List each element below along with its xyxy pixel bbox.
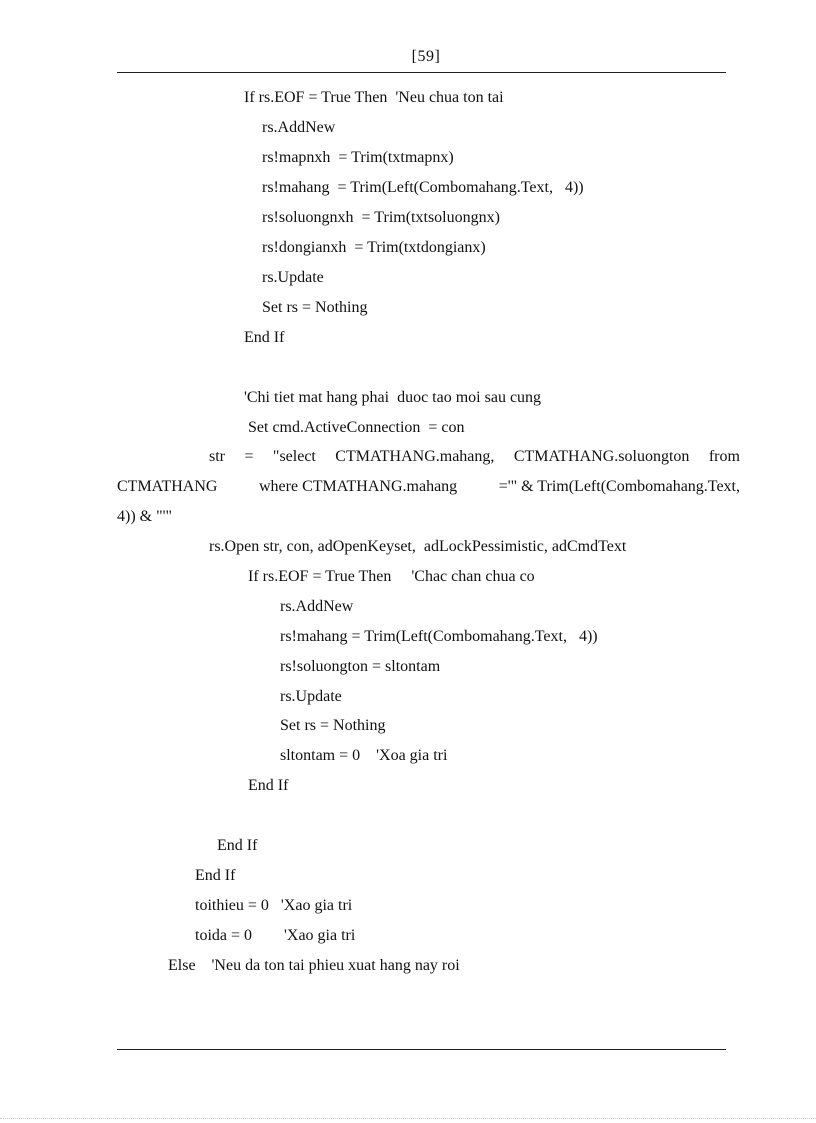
code-line: Set cmd.ActiveConnection = con (248, 419, 465, 436)
code-line: rs.Update (262, 269, 324, 286)
code-line: Set rs = Nothing (280, 717, 386, 734)
code-line: If rs.EOF = True Then 'Chac chan chua co (248, 568, 535, 585)
page-number: [59] (411, 48, 441, 65)
code-line: End If (195, 867, 236, 884)
sql-token: from (708, 448, 740, 465)
comment-line: 'Chi tiet mat hang phai duoc tao moi sau cung (244, 389, 542, 406)
code-line: rs.Open str, con, adOpenKeyset, adLockPessimistic, adCmdText (209, 538, 627, 555)
page-edge (0, 1118, 816, 1119)
code-line: sltontam = 0 'Xoa gia tri (280, 747, 448, 764)
sql-token: CTMATHANG (117, 478, 218, 495)
sql-token: 4)) & "'" (117, 508, 173, 525)
code-line: rs!soluongton = sltontam (280, 658, 441, 675)
code-line: End If (248, 777, 289, 794)
code-line: rs!mahang = Trim(Left(Combomahang.Text, 4)) (262, 179, 584, 196)
sql-statement (117, 442, 740, 532)
header-rule (117, 72, 726, 73)
sql-token: where CTMATHANG.mahang (258, 478, 458, 495)
code-line: Set rs = Nothing (262, 299, 368, 316)
code-line: Else 'Neu da ton tai phieu xuat hang nay roi (168, 957, 460, 974)
code-line: rs.AddNew (280, 598, 354, 615)
code-line: End If (217, 837, 258, 854)
code-line: rs!soluongnxh = Trim(txtsoluongnx) (262, 209, 500, 226)
sql-token: ='" & Trim(Left(Combomahang.Text, (498, 478, 740, 495)
code-line: End If (244, 329, 285, 346)
sql-token: "select (272, 448, 316, 465)
code-line: rs.Update (280, 688, 342, 705)
sql-token: str (209, 448, 225, 465)
code-line: toithieu = 0 'Xao gia tri (195, 897, 353, 914)
code-line: rs!mapnxh = Trim(txtmapnx) (262, 149, 454, 166)
code-line: rs.AddNew (262, 119, 336, 136)
footer-rule (117, 1049, 726, 1050)
sql-token: = (244, 448, 254, 465)
sql-token: CTMATHANG.soluongton (513, 448, 690, 465)
code-line: toida = 0 'Xao gia tri (195, 927, 356, 944)
sql-token: CTMATHANG.mahang, (335, 448, 495, 465)
code-line: rs!dongianxh = Trim(txtdongianx) (262, 239, 486, 256)
code-line: rs!mahang = Trim(Left(Combomahang.Text, 4)) (280, 628, 598, 645)
code-line: If rs.EOF = True Then 'Neu chua ton tai (244, 89, 504, 106)
